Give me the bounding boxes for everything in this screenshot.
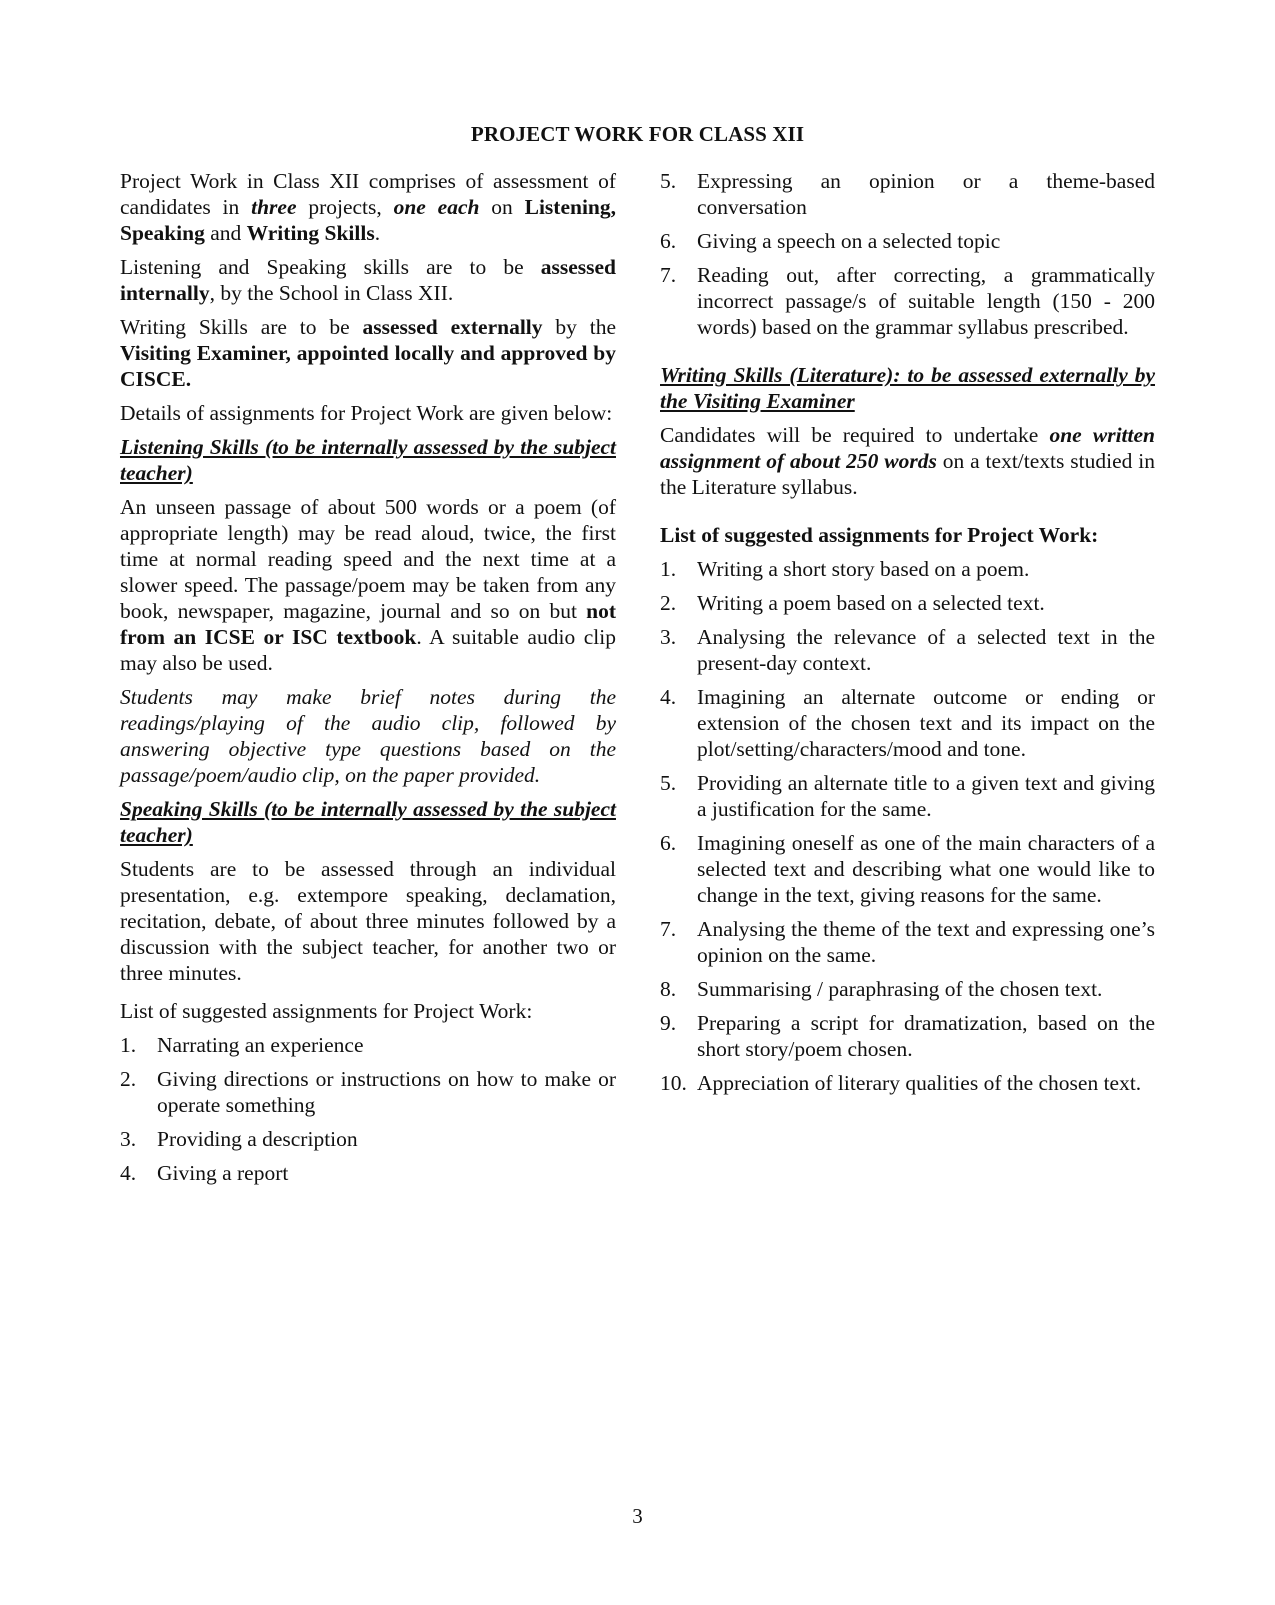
list-item-number: 2.	[120, 1067, 137, 1091]
list-heading: List of suggested assignments for Project Work:	[660, 523, 1099, 547]
writing-body	[660, 422, 1155, 500]
list-item-text: Giving a report	[157, 1161, 289, 1185]
list-item	[660, 168, 1155, 220]
list-item	[660, 624, 1155, 676]
list-item	[120, 1032, 616, 1058]
page-number: 3	[632, 1504, 643, 1528]
internal-emph: assessed internally	[120, 255, 616, 305]
page-title: PROJECT WORK FOR CLASS XII	[470, 122, 805, 146]
list-item-text: Providing a description	[157, 1127, 358, 1151]
intro-emph-listening-speaking: Listening, Speaking	[120, 195, 617, 245]
speaking-heading: Speaking Skills (to be internally assessed by the subject teacher)	[120, 797, 616, 847]
list-item-number: 3.	[120, 1127, 137, 1151]
list-item-text: Appreciation of literary qualities of the chosen text.	[697, 1071, 1142, 1095]
external-emph: assessed externally	[362, 315, 543, 339]
list-item-text: Expressing an opinion or a theme-based conversation	[697, 169, 1155, 219]
list-item-text: Analysing the theme of the text and expressing one’s opinion on the same.	[697, 917, 1155, 967]
list-item	[660, 1010, 1155, 1062]
listening-text-2: . A suitable audio clip may also be used.	[120, 625, 616, 675]
intro-text-3: on	[479, 195, 525, 219]
list-item	[660, 590, 1155, 616]
list-item-text: Giving directions or instructions on how to make or operate something	[157, 1067, 616, 1117]
list-item-number: 4.	[120, 1161, 137, 1185]
intro-emph-three: three	[251, 195, 297, 219]
internal-text-2: , by the School in Class XII.	[209, 281, 454, 305]
list-item-text: Preparing a script for dramatization, based on the short story/poem chosen.	[697, 1011, 1155, 1061]
right-assignment-list	[660, 556, 1155, 1096]
list-item-number: 7.	[660, 917, 677, 941]
external-text-2: by the	[542, 315, 616, 339]
intro-text-1: Project Work in Class XII comprises of assessment of candidates in	[120, 169, 616, 219]
listening-text-1: An unseen passage of about 500 words or a poem (of appropriate length) may be read aloud, twice, the first time at normal reading speed and the next time at a slower speed. The passage/poem may be taken from any book, newspaper, magazine, journal and so on but	[120, 495, 616, 623]
list-item	[660, 556, 1155, 582]
speaking-body: Students are to be assessed through an individual presentation, e.g. extempore speaking, declamation, recitation, debate, of about three minutes followed by a discussion with the subject teacher, for another two or three minutes.	[120, 857, 616, 985]
writing-text-1: Candidates will be required to undertake	[660, 423, 1050, 447]
list-item-text: Analysing the relevance of a selected text in the present-day context.	[697, 625, 1155, 675]
list-item-text: Writing a poem based on a selected text.	[697, 591, 1045, 615]
list-item-text: Summarising / paraphrasing of the chosen text.	[697, 977, 1103, 1001]
right-continued-list	[660, 168, 1155, 340]
writing-emph: one written assignment of about 250 words	[660, 423, 1155, 473]
list-item	[120, 1066, 616, 1118]
list-item-text: Writing a short story based on a poem.	[697, 557, 1030, 581]
list-item	[660, 916, 1155, 968]
list-item-number: 10.	[660, 1071, 687, 1095]
list-item-text: Providing an alternate title to a given text and giving a justification for the same.	[697, 771, 1155, 821]
external-assessment-paragraph	[120, 314, 616, 392]
list-item-number: 4.	[660, 685, 677, 709]
listening-note: Students may make brief notes during the readings/playing of the audio clip, followed by answering objective type questions based on the passage/poem/audio clip, on the paper provided.	[120, 685, 616, 787]
left-column	[120, 168, 616, 1194]
list-item	[120, 1160, 616, 1186]
intro-emph-writing-skills: Writing Skills	[246, 221, 375, 245]
list-item-number: 3.	[660, 625, 677, 649]
list-item	[120, 1126, 616, 1152]
listening-heading: Listening Skills (to be internally assessed by the subject teacher)	[120, 435, 616, 485]
list-item-text: Narrating an experience	[157, 1033, 364, 1057]
intro-paragraph	[120, 168, 616, 246]
listening-body	[120, 494, 616, 676]
external-text-1: Writing Skills are to be	[120, 315, 363, 339]
list-item-number: 5.	[660, 771, 677, 795]
list-item-number: 5.	[660, 169, 677, 193]
list-item	[660, 830, 1155, 908]
list-item-text: Imagining an alternate outcome or ending or extension of the chosen text and its impact on the plot/setting/characters/mood and tone.	[697, 685, 1155, 761]
list-item-number: 7.	[660, 263, 677, 287]
list-item-text: Imagining oneself as one of the main characters of a selected text and describing what one would like to change in the text, giving reasons for the same.	[697, 831, 1155, 907]
list-item	[660, 228, 1155, 254]
left-assignment-list	[120, 1032, 616, 1186]
right-column	[660, 168, 1155, 1104]
list-item	[660, 684, 1155, 762]
list-item-number: 9.	[660, 1011, 677, 1035]
writing-text-2: on a text/texts studied in the Literature syllabus.	[660, 449, 1155, 499]
intro-text-4: and	[204, 221, 247, 245]
list-item	[660, 976, 1155, 1002]
list-item-number: 1.	[120, 1033, 137, 1057]
writing-heading: Writing Skills (Literature): to be assessed externally by the Visiting Examiner	[660, 363, 1155, 413]
list-intro: List of suggested assignments for Project Work:	[120, 999, 533, 1023]
external-examiner: Visiting Examiner, appointed locally and approved by CISCE.	[120, 341, 616, 391]
intro-text-5: .	[374, 221, 381, 245]
list-item-number: 1.	[660, 557, 677, 581]
intro-emph-one-each: one each	[393, 195, 480, 219]
list-item-number: 6.	[660, 831, 677, 855]
list-item	[660, 770, 1155, 822]
list-item-number: 2.	[660, 591, 677, 615]
list-item-number: 6.	[660, 229, 677, 253]
intro-text-2: projects,	[296, 195, 394, 219]
details-paragraph: Details of assignments for Project Work are given below:	[120, 401, 613, 425]
list-item-text: Giving a speech on a selected topic	[697, 229, 1001, 253]
list-item-text: Reading out, after correcting, a grammatically incorrect passage/s of suitable length (150 - 200 words) based on the grammar syllabus prescribed.	[697, 263, 1155, 339]
list-item	[660, 262, 1155, 340]
internal-text-1: Listening and Speaking skills are to be	[120, 255, 541, 279]
listening-emph: not from an ICSE or ISC textbook	[120, 599, 616, 649]
list-item	[660, 1070, 1155, 1096]
internal-assessment-paragraph	[120, 254, 616, 306]
list-item-number: 8.	[660, 977, 677, 1001]
